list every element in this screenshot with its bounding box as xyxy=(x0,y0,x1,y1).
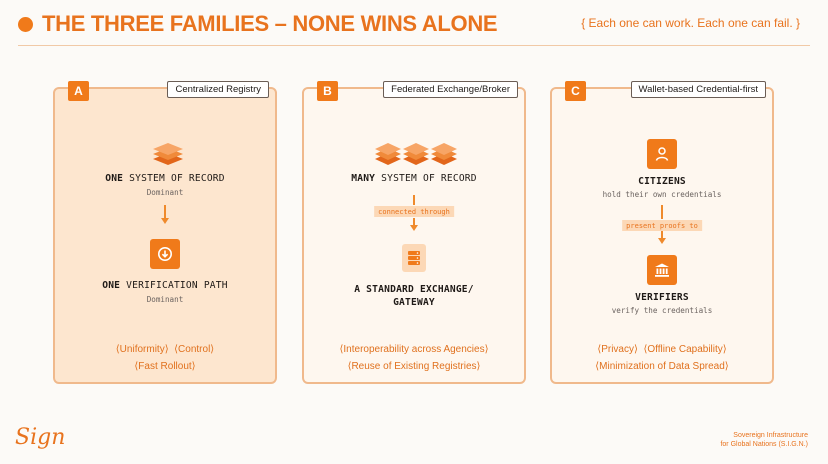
card-federated-exchange xyxy=(302,84,526,384)
arrow-down-icon xyxy=(410,225,418,231)
benefit-row-1: ⟨Privacy⟩ ⟨Offline Capability⟩ xyxy=(597,344,727,355)
connector-label: connected through xyxy=(374,206,454,217)
verification-path-label: ONE VERIFICATION PATH xyxy=(102,280,228,291)
connector-line xyxy=(413,195,415,205)
verifiers-label: VERIFIERS xyxy=(635,292,689,303)
connector-line xyxy=(661,205,663,219)
card-letter-badge: A xyxy=(68,81,89,101)
citizens-label: CITIZENS xyxy=(638,176,686,187)
benefit-row-2: ⟨Reuse of Existing Registries⟩ xyxy=(347,361,481,372)
card-tag: Centralized Registry xyxy=(167,81,269,98)
card-letter-badge: B xyxy=(317,81,338,101)
card-tag: Wallet-based Credential-first xyxy=(631,81,767,98)
arrow-down-icon xyxy=(161,218,169,224)
benefit-row-1: ⟨Uniformity⟩ ⟨Control⟩ xyxy=(115,344,215,355)
card-letter-badge: C xyxy=(565,81,586,101)
layers-icon xyxy=(152,141,184,169)
sign-logo: Sign xyxy=(15,425,66,450)
card-wallet-credential xyxy=(550,84,774,384)
verifiers-sub: verify the credentials xyxy=(611,306,713,315)
arrow-down-icon xyxy=(658,238,666,244)
page-tagline: { Each one can work. Each one can fail. } xyxy=(581,16,800,30)
header-divider xyxy=(18,45,810,46)
layers-icon xyxy=(374,141,458,169)
benefit-row-2: ⟨Fast Rollout⟩ xyxy=(134,361,196,372)
server-icon xyxy=(402,244,426,272)
title-dot xyxy=(18,17,33,32)
person-icon xyxy=(647,139,677,169)
card-tag: Federated Exchange/Broker xyxy=(383,81,518,98)
bank-icon xyxy=(647,255,677,285)
card-centralized-registry xyxy=(53,84,277,384)
connector-label: present proofs to xyxy=(622,220,702,231)
footer-caption: Sovereign Infrastructure for Global Nations (S.I.G.N.) xyxy=(720,432,808,448)
benefit-row-1: ⟨Interoperability across Agencies⟩ xyxy=(339,344,489,355)
system-of-record-label: ONE SYSTEM OF RECORD xyxy=(105,173,225,184)
verification-path-sub: Dominant xyxy=(146,295,184,304)
gateway-label-line2: GATEWAY xyxy=(393,297,435,308)
system-of-record-sub: Dominant xyxy=(146,188,184,197)
many-system-of-record-label: MANY SYSTEM OF RECORD xyxy=(351,173,477,184)
citizens-sub: hold their own credentials xyxy=(602,190,722,199)
gateway-label-line1: A STANDARD EXCHANGE/ xyxy=(354,284,474,295)
connector-line xyxy=(164,205,166,219)
page-title: THE THREE FAMILIES – NONE WINS ALONE xyxy=(42,11,498,36)
benefit-row-2: ⟨Minimization of Data Spread⟩ xyxy=(595,361,729,372)
arrow-down-circle-icon xyxy=(150,239,180,269)
